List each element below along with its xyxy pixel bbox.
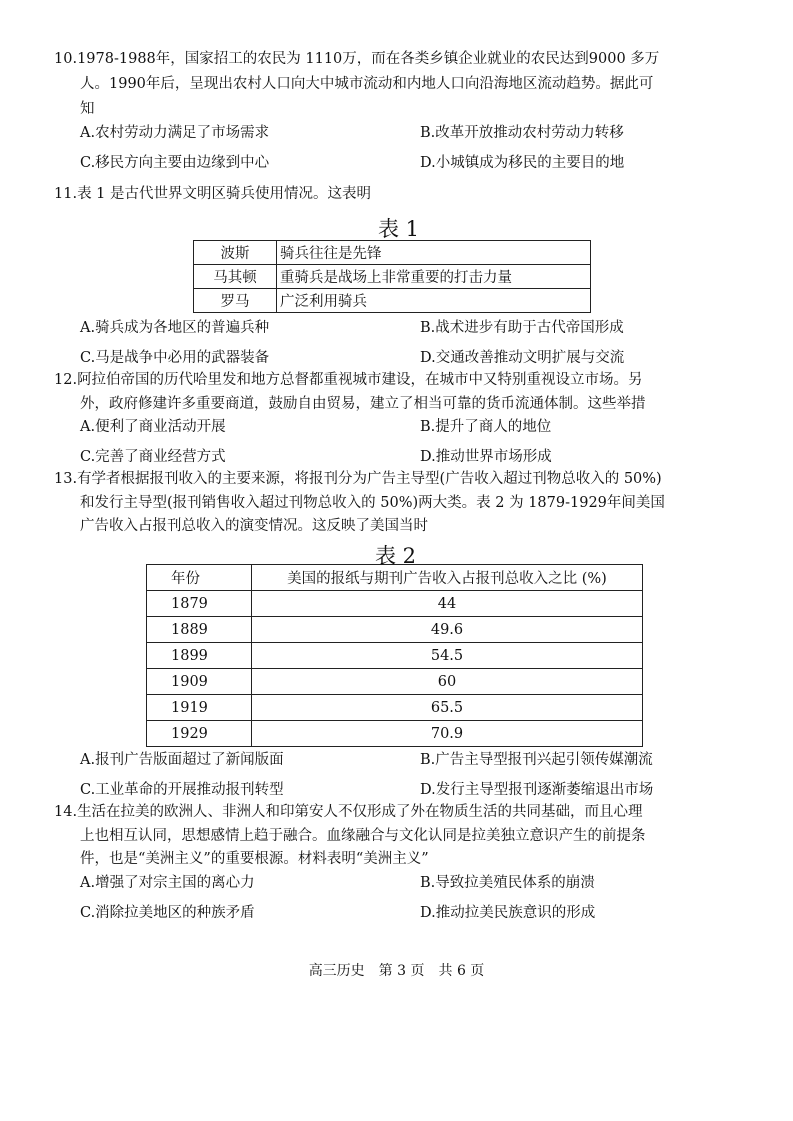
- option-10-b[interactable]: B.改革开放推动农村劳动力转移: [420, 125, 624, 141]
- question-10-line-2: 人。1990年后，呈现出农村人口向大中城市流动和内地人口向沿海地区流动趋势。据此可: [80, 76, 654, 92]
- table-cell: 70.9: [252, 721, 643, 747]
- question-14-line-3: 件，也是“美洲主义”的重要根源。材料表明“美洲主义”: [80, 851, 429, 867]
- table-row: [147, 721, 643, 747]
- option-12-d[interactable]: D.推动世界市场形成: [420, 449, 552, 465]
- option-10-d[interactable]: D.小城镇成为移民的主要目的地: [420, 155, 625, 171]
- question-10-line-3: 知: [80, 101, 95, 117]
- table-cell: 1909: [147, 669, 252, 695]
- option-11-c[interactable]: C.马是战争中必用的武器装备: [80, 350, 270, 366]
- table-row: [147, 617, 643, 643]
- table-cell: 1879: [147, 591, 252, 617]
- table-cell: 44: [252, 591, 643, 617]
- question-13-line-2: 和发行主导型(报刊销售收入超过刊物总收入的 50%)两大类。表 2 为 1879-1929年间美国: [80, 495, 665, 511]
- table-cell: 65.5: [252, 695, 643, 721]
- question-13-line-3: 广告收入占报刊总收入的演变情况。这反映了美国当时: [80, 518, 428, 534]
- table-row: [147, 695, 643, 721]
- option-13-d[interactable]: D.发行主导型报刊逐渐萎缩退出市场: [420, 782, 654, 798]
- table-cell: 1899: [147, 643, 252, 669]
- option-11-a[interactable]: A.骑兵成为各地区的普遍兵种: [80, 320, 270, 336]
- table-cell: 60: [252, 669, 643, 695]
- table-cell: 马其顿: [194, 265, 277, 289]
- table-cell: 波斯: [194, 241, 277, 265]
- table-cell: 1919: [147, 695, 252, 721]
- option-12-b[interactable]: B.提升了商人的地位: [420, 419, 552, 435]
- option-14-a[interactable]: A.增强了对宗主国的离心力: [80, 875, 255, 891]
- table-row: [194, 241, 591, 265]
- table-1-caption: 表 1: [378, 217, 420, 241]
- table-row: [194, 289, 591, 313]
- option-13-c[interactable]: C.工业革命的开展推动报刊转型: [80, 782, 284, 798]
- option-11-b[interactable]: B.战术进步有助于古代帝国形成: [420, 320, 624, 336]
- option-12-a[interactable]: A.便利了商业活动开展: [80, 419, 226, 435]
- table-cell: 广泛利用骑兵: [277, 289, 591, 313]
- table-header-cell: 美国的报纸与期刊广告收入占报刊总收入之比 (%): [252, 565, 643, 591]
- option-11-d[interactable]: D.交通改善推动文明扩展与交流: [420, 350, 625, 366]
- option-14-d[interactable]: D.推动拉美民族意识的形成: [420, 905, 596, 921]
- table-cell: 49.6: [252, 617, 643, 643]
- table-cell: 重骑兵是战场上非常重要的打击力量: [277, 265, 591, 289]
- table-2-caption: 表 2: [375, 544, 417, 568]
- page-footer: 高三历史 第 3 页 共 6 页: [308, 963, 485, 979]
- question-14-line-2: 上也相互认同，思想感情上趋于融合。血缘融合与文化认同是拉美独立意识产生的前提条: [80, 828, 646, 844]
- question-13-line-1: 13.有学者根据报刊收入的主要来源，将报刊分为广告主导型(广告收入超过刊物总收入的 50%): [54, 471, 662, 487]
- table-cell: 罗马: [194, 289, 277, 313]
- table-header-row: [147, 565, 643, 591]
- table-cell: 54.5: [252, 643, 643, 669]
- question-14-line-1: 14.生活在拉美的欧洲人、非洲人和印第安人不仅形成了外在物质生活的共同基础，而且心理: [54, 804, 643, 820]
- option-10-a[interactable]: A.农村劳动力满足了市场需求: [80, 125, 270, 141]
- option-14-c[interactable]: C.消除拉美地区的种族矛盾: [80, 905, 255, 921]
- option-10-c[interactable]: C.移民方向主要由边缘到中心: [80, 155, 270, 171]
- table-1: [193, 240, 591, 313]
- question-10-line-1: 10.1978-1988年，国家招工的农民为 1110万，而在各类乡镇企业就业的农民达到9000 多万: [54, 51, 660, 67]
- table-row: [147, 643, 643, 669]
- option-13-a[interactable]: A.报刊广告版面超过了新闻版面: [80, 752, 284, 768]
- table-row: [194, 265, 591, 289]
- table-row: [147, 669, 643, 695]
- option-13-b[interactable]: B.广告主导型报刊兴起引领传媒潮流: [420, 752, 653, 768]
- table-cell: 1929: [147, 721, 252, 747]
- question-12-line-1: 12.阿拉伯帝国的历代哈里发和地方总督都重视城市建设，在城市中又特别重视设立市场。另: [54, 372, 643, 388]
- question-12-line-2: 外，政府修建许多重要商道，鼓励自由贸易，建立了相当可靠的货币流通体制。这些举措: [80, 396, 646, 412]
- table-cell: 骑兵往往是先锋: [277, 241, 591, 265]
- table-header-cell: 年份: [147, 565, 252, 591]
- option-14-b[interactable]: B.导致拉美殖民体系的崩溃: [420, 875, 595, 891]
- table-cell: 1889: [147, 617, 252, 643]
- table-row: [147, 591, 643, 617]
- question-11-line-1: 11.表 1 是古代世界文明区骑兵使用情况。这表明: [54, 186, 372, 202]
- table-2: [146, 564, 643, 747]
- option-12-c[interactable]: C.完善了商业经营方式: [80, 449, 226, 465]
